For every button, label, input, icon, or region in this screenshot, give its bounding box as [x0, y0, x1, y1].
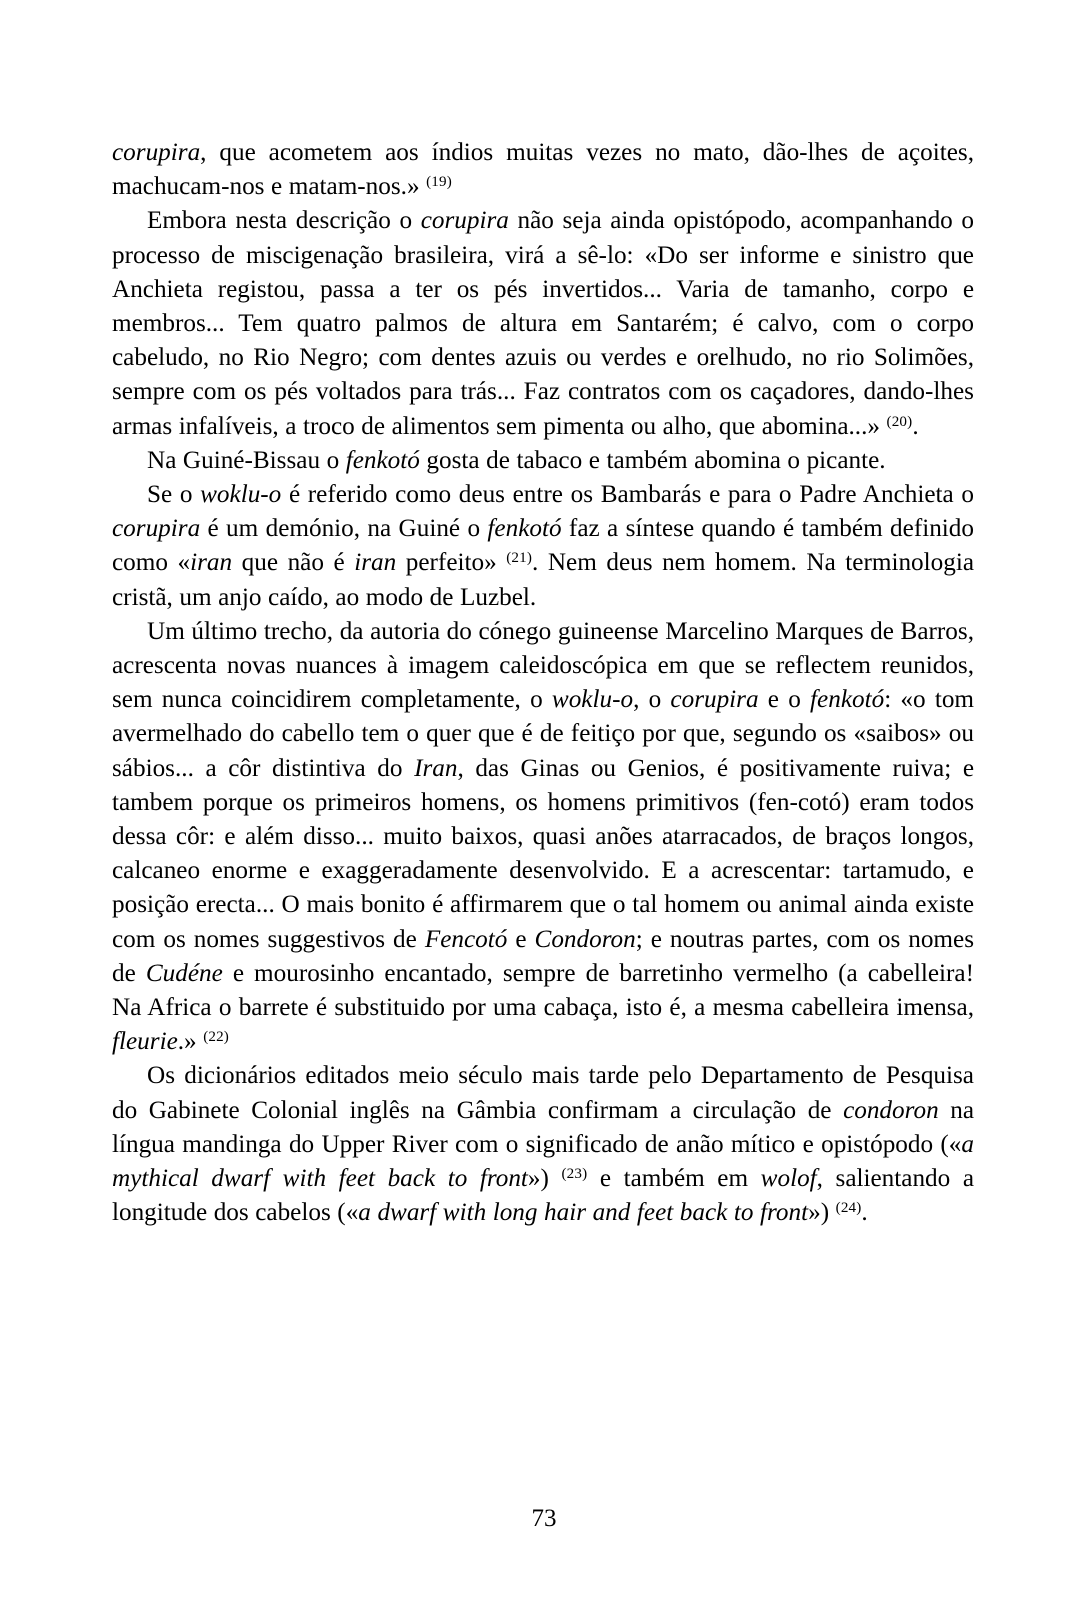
para-se-o-woklu-o	[112, 478, 974, 615]
italic-term: woklu-o	[200, 481, 282, 509]
text-run: é referido como deus entre os Bambarás e para o Padre Anchieta o	[281, 481, 974, 509]
text-run: »)	[808, 1199, 836, 1227]
text-run: Se o	[147, 481, 201, 509]
footnote-reference: (24)	[835, 1200, 862, 1217]
text-run: e mourosinho encantado, sempre de barretinho vermelho (a cabelleira! Na Africa o barrete é substituido por uma cabaça, isto é, a mesma cabelleira imensa,	[112, 959, 975, 1022]
text-run: na língua mandinga do Upper River com o significado de anão mítico e opistópodo («	[112, 1096, 975, 1158]
italic-term: fenkotó	[487, 515, 562, 543]
text-run: .	[861, 1199, 868, 1227]
text-run: faz a síntese quando é também definido como «	[112, 515, 974, 577]
text-run: e o	[758, 686, 811, 714]
italic-term: fleurie	[112, 1028, 178, 1056]
para-corupira-acometem	[112, 136, 974, 204]
italic-term: Fencotó	[424, 925, 508, 953]
italic-term: a mythical dwarf with feet back to front	[112, 1130, 974, 1193]
page-text-block	[112, 136, 974, 1231]
footnote-reference: (21)	[506, 550, 533, 567]
italic-term: corupira	[670, 686, 759, 714]
text-run: e	[507, 925, 535, 953]
text-run: perfeito»	[396, 549, 507, 577]
italic-term: iran	[354, 549, 397, 577]
footnote-reference: (19)	[426, 174, 452, 191]
para-guine-bissau-fenkoto	[112, 444, 974, 478]
text-run: Um último trecho, da autoria do cónego guineense Marcelino Marques de Barros, acrescenta novas nuances à imagem caleidoscópica em que se reflectem reunidos, sem nunca coincidirem completamente, o	[112, 617, 974, 714]
italic-term: corupira	[112, 515, 201, 543]
footnote-reference: (23)	[561, 1166, 588, 1183]
text-run: não seja ainda opistópodo, acompanhando o processo de miscigenação brasileira, virá a sê-lo: «Do ser informe e sinistro que Anchieta registou, passa a ter os pés invertidos... Varia de tamanho, corpo e membros... Tem quatro palmos de altura em Santarém; é calvo, com o corpo cabeludo, no Rio Negro; com dentes azuis ou verdes e orelhudo, no rio Solimões, sempre com os pés voltados para trás... Faz contratos com os caçadores, dando-lhes armas infalíveis, a troco de alimentos sem pimenta ou alho, que abomina...»	[112, 207, 974, 440]
text-run: , das Ginas ou Genios, é positivamente ruiva; e tambem porque os primeiros homens, os homens primitivos (fen-cotó) eram todos dessa côr: e além disso... muito baixos, quasi anões atarracados, de braços longos, calcaneo enorme e exaggeradamente desenvolvido. E a acrescentar: tartamudo, e posição erecta... O mais bonito é affirmarem que o tal homem ou animal ainda existe com os nomes suggestivos de	[112, 754, 974, 953]
text-run: ; e noutras partes, com os nomes de	[112, 925, 974, 987]
text-run: , o	[633, 686, 671, 714]
italic-term: corupira	[112, 139, 201, 166]
italic-term: woklu-o	[551, 686, 634, 714]
italic-term: Condoron	[534, 925, 636, 953]
text-run: Na Guiné-Bissau o	[147, 446, 346, 474]
para-um-ultimo-trecho	[112, 615, 974, 1060]
para-embora-nesta-descricao	[112, 204, 974, 443]
text-run: . Nem deus nem homem. Na terminologia cristã, um anjo caído, ao modo de Luzbel.	[112, 549, 975, 611]
text-run: .»	[177, 1028, 204, 1056]
footnote-reference: (22)	[203, 1029, 229, 1046]
text-run: e também em	[587, 1165, 761, 1193]
text-run: gosta de tabaco e também abomina o picante.	[419, 446, 886, 474]
italic-term: wolof	[760, 1165, 817, 1193]
italic-term: iran	[190, 549, 233, 577]
text-run: Embora nesta descrição o	[147, 207, 421, 235]
text-run: : «o tom avermelhado do cabello tem o quer que é de feitiço por que, segundo os «saibos» ou sábios... a côr distintiva do	[112, 686, 975, 782]
italic-term: Cudéne	[145, 959, 223, 987]
text-run: , salientando a longitude dos cabelos («	[112, 1165, 974, 1227]
italic-term: fenkotó	[810, 686, 885, 714]
text-run: , que acometem aos índios muitas vezes no mato, dão-lhes de açoites, machucam-nos e matam-nos.»	[112, 139, 974, 201]
para-os-dicionarios	[112, 1059, 974, 1230]
footnote-reference: (20)	[886, 413, 913, 430]
text-run: .	[912, 412, 919, 440]
italic-term: fenkotó	[345, 446, 420, 474]
text-run: »)	[527, 1165, 562, 1193]
text-run: que não é	[232, 549, 355, 577]
page-number: 73	[531, 1505, 557, 1532]
italic-term: condoron	[843, 1096, 939, 1124]
italic-term: Iran	[414, 754, 458, 782]
italic-term: a dwarf with long hair and feet back to front	[358, 1199, 809, 1227]
italic-term: corupira	[420, 207, 509, 235]
text-run: é um demónio, na Guiné o	[200, 515, 488, 543]
text-run: Os dicionários editados meio século mais tarde pelo Departamento de Pesquisa do Gabinete Colonial inglês na Gâmbia confirmam a circulação de	[112, 1062, 974, 1124]
